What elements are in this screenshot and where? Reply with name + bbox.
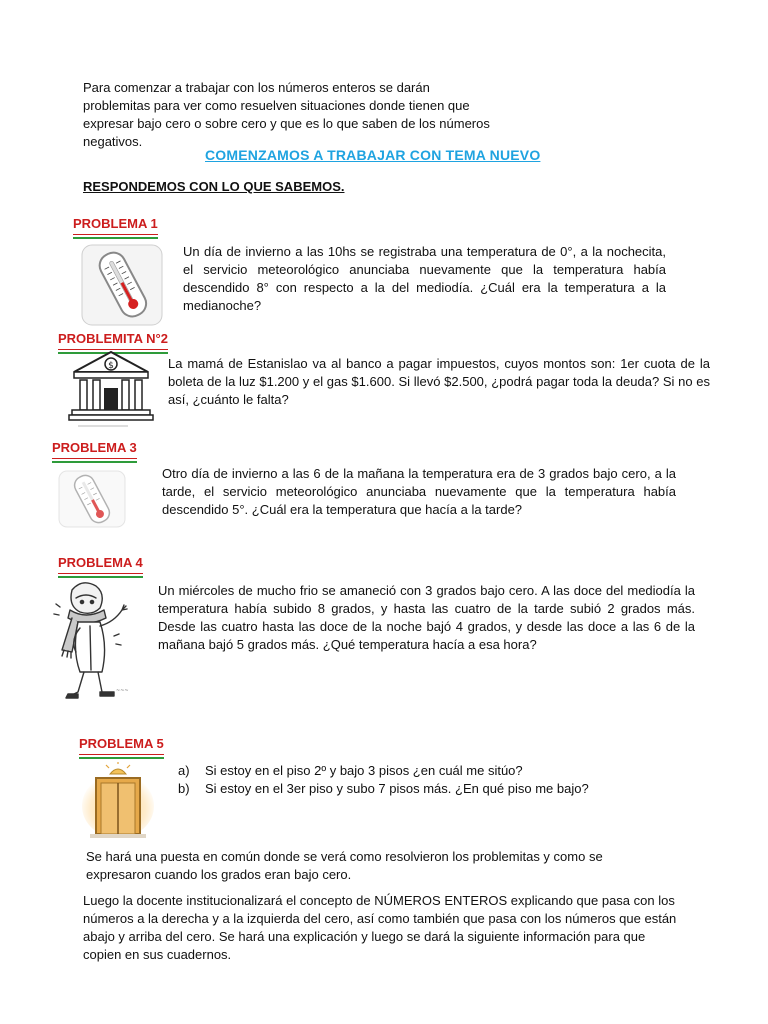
problem-1-text: Un día de invierno a las 10hs se registraba una temperatura de 0°, a la nochecita, el servicio meteorológico anunciaba nuevamente que la temperatura había descendido 8° con respecto a la del mediodía. ¿Cuál era la temperatura a la medianoche? <box>183 244 666 313</box>
svg-text:~~~: ~~~ <box>116 688 129 694</box>
problem-4-label: PROBLEMA 4 <box>58 554 143 578</box>
item-text: Si estoy en el 3er piso y subo 7 pisos más. ¿En qué piso me bajo? <box>205 781 589 796</box>
problem-2-text: La mamá de Estanislao va al banco a pagar impuestos, cuyos montos son: 1er cuota de la boleta de la luz $1.200 y el gas $1.600. Si llevó $2.500, ¿podrá pagar toda la deuda? Si no es así, ¿cuánto le falta? <box>168 356 710 407</box>
intro-paragraph: Para comenzar a trabajar con los números enteros se darán problemitas para ver como resuelven situaciones donde tienen que expresar bajo cero o sobre cero y que es lo que saben de los números negativos. <box>83 80 490 149</box>
problem-5-item-a <box>178 762 523 780</box>
problem-2-label: PROBLEMITA N°2 <box>58 330 168 354</box>
problem-5-item-b <box>178 780 589 798</box>
item-marker: a) <box>178 763 190 778</box>
thermometer-icon <box>58 470 126 528</box>
problem-3-text: Otro día de invierno a las 6 de la mañana la temperatura era de 3 grados bajo cero, a la tarde, el servicio meteorológico anunciaba nuevamente que la temperatura había descendido 5°. ¿Cuál era la temperatura que hacía a la tarde? <box>162 466 676 517</box>
thermometer-icon <box>80 243 164 327</box>
cold-person-icon <box>42 580 146 706</box>
problem-5-label: PROBLEMA 5 <box>79 735 164 759</box>
problem-3-label: PROBLEMA 3 <box>52 439 137 463</box>
elevator-icon <box>80 762 156 840</box>
section-heading: COMENZAMOS A TRABAJAR CON TEMA NUEVO <box>205 147 541 163</box>
item-text: Si estoy en el piso 2º y bajo 3 pisos ¿en cuál me sitúo? <box>205 763 523 778</box>
section-subheading: RESPONDEMOS CON LO QUE SABEMOS. <box>83 179 345 194</box>
item-marker: b) <box>178 781 190 796</box>
closing-paragraph-1: Se hará una puesta en común donde se verá como resolvieron los problemitas y como se expresaron cuando los grados eran bajo cero. <box>86 849 603 882</box>
svg-text:$: $ <box>108 361 114 371</box>
bank-icon <box>68 350 154 430</box>
problem-1-label: PROBLEMA 1 <box>73 215 158 239</box>
problem-4-text: Un miércoles de mucho frio se amaneció con 3 grados bajo cero. A las doce del mediodía la temperatura había subido 8 grados, y hasta las cuatro de la tarde subió 2 grados más. Desde las cuatro hasta las doce de la noche bajó 4 grados, y desde las doce a las 6 de la mañana bajó 5 grados más. ¿Qué temperatura hacía a esa hora? <box>158 583 695 652</box>
closing-paragraph-2: Luego la docente institucionalizará el concepto de NÚMEROS ENTEROS explicando que pasa con los números a la derecha y a la izquierda del cero, así como también que pasa con los números que están abajo y arriba del cero. Se hará una explicación y luego se dará la siguiente información para que copien en sus cuadernos. <box>83 893 677 962</box>
